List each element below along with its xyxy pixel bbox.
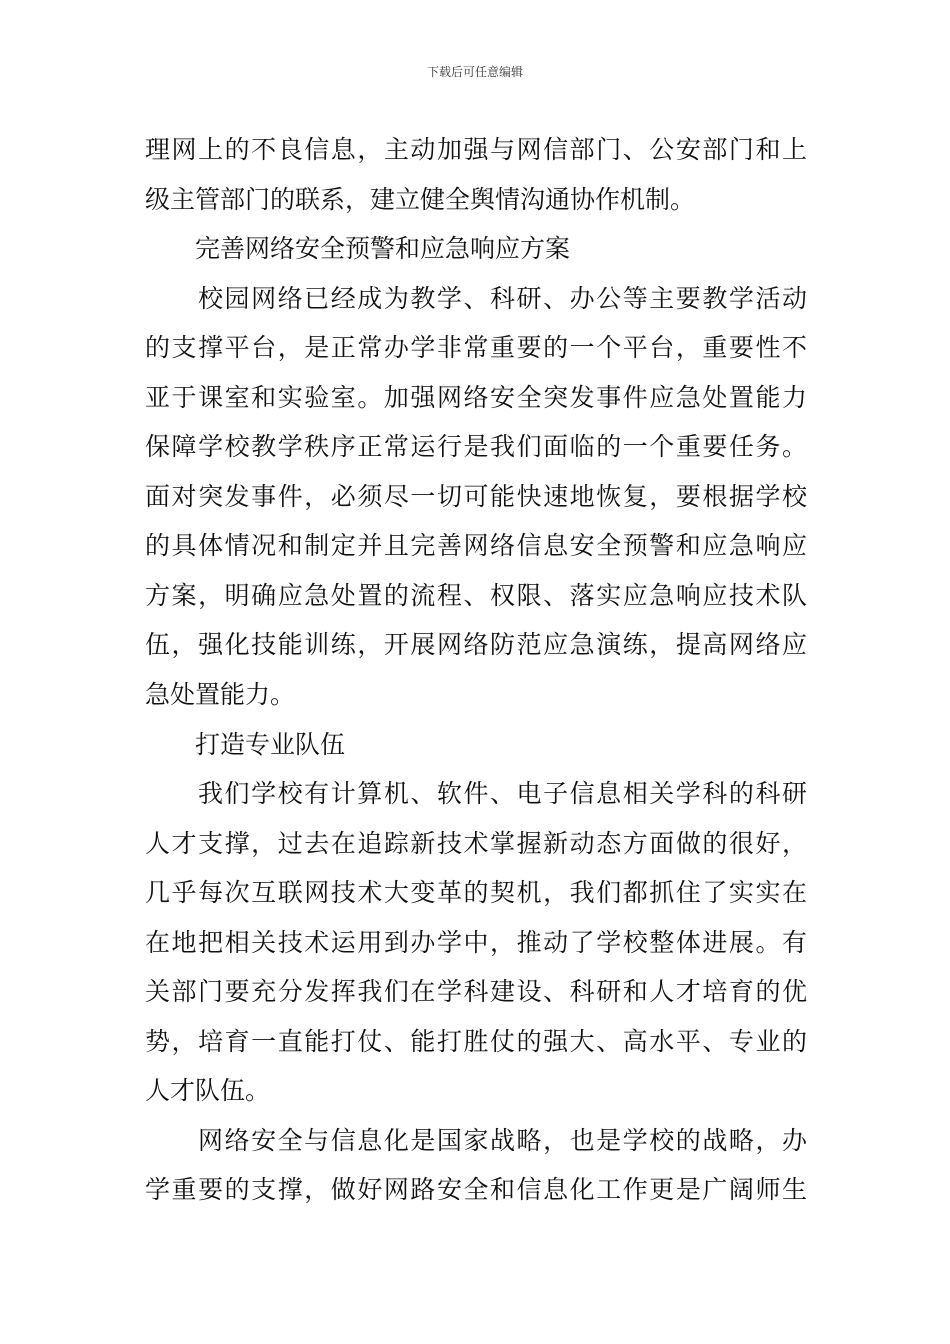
text-line: 伍，强化技能训练，开展网络防范应急演练，提高网络应 [145,630,807,660]
text-line: 急处置能力。 [145,680,296,710]
text-line: 人才队伍。 [145,1076,271,1106]
text-line: 几乎每次互联网技术大变革的契机，我们都抓住了实实在 [145,878,807,908]
paragraph-first-line: 校园网络已经成为教学、科研、办公等主要教学活动 [198,283,807,313]
text-line: 保障学校教学秩序正常运行是我们面临的一个重要任务。 [145,432,807,462]
text-line: 级主管部门的联系，建立健全舆情沟通协作机制。 [145,184,696,214]
text-line: 学重要的支撑，做好网路安全和信息化工作更是广阔师生 [145,1175,807,1205]
text-line: 的具体情况和制定并且完善网络信息安全预警和应急响应 [145,531,807,561]
paragraph-first-line: 网络安全与信息化是国家战略，也是学校的战略，办 [198,1125,807,1155]
text-line: 理网上的不良信息，主动加强与网信部门、公安部门和上 [145,135,807,164]
text-line: 的支撑平台，是正常办学非常重要的一个平台，重要性不 [145,333,807,363]
text-line: 亚于课室和实验室。加强网络安全突发事件应急处置能力 [145,382,807,412]
section-heading: 打造专业队伍 [195,729,346,759]
text-line: 人才支撑，过去在追踪新技术掌握新动态方面做的很好， [145,828,807,858]
text-line: 方案，明确应急处置的流程、权限、落实应急响应技术队 [145,580,807,610]
text-line: 关部门要充分发挥我们在学科建设、科研和人才培育的优 [145,977,807,1007]
page-header: 下载后可任意编辑 [426,65,523,79]
paragraph-first-line: 我们学校有计算机、软件、电子信息相关学科的科研 [198,779,807,809]
text-line: 势，培育一直能打仗、能打胜仗的强大、高水平、专业的 [145,1026,807,1056]
text-line: 面对突发事件，必须尽一切可能快速地恢复，要根据学校 [145,481,807,511]
text-line: 在地把相关技术运用到办学中，推动了学校整体进展。有 [145,927,807,957]
section-heading: 完善网络安全预警和应急响应方案 [195,234,571,264]
document-body [145,125,807,1215]
